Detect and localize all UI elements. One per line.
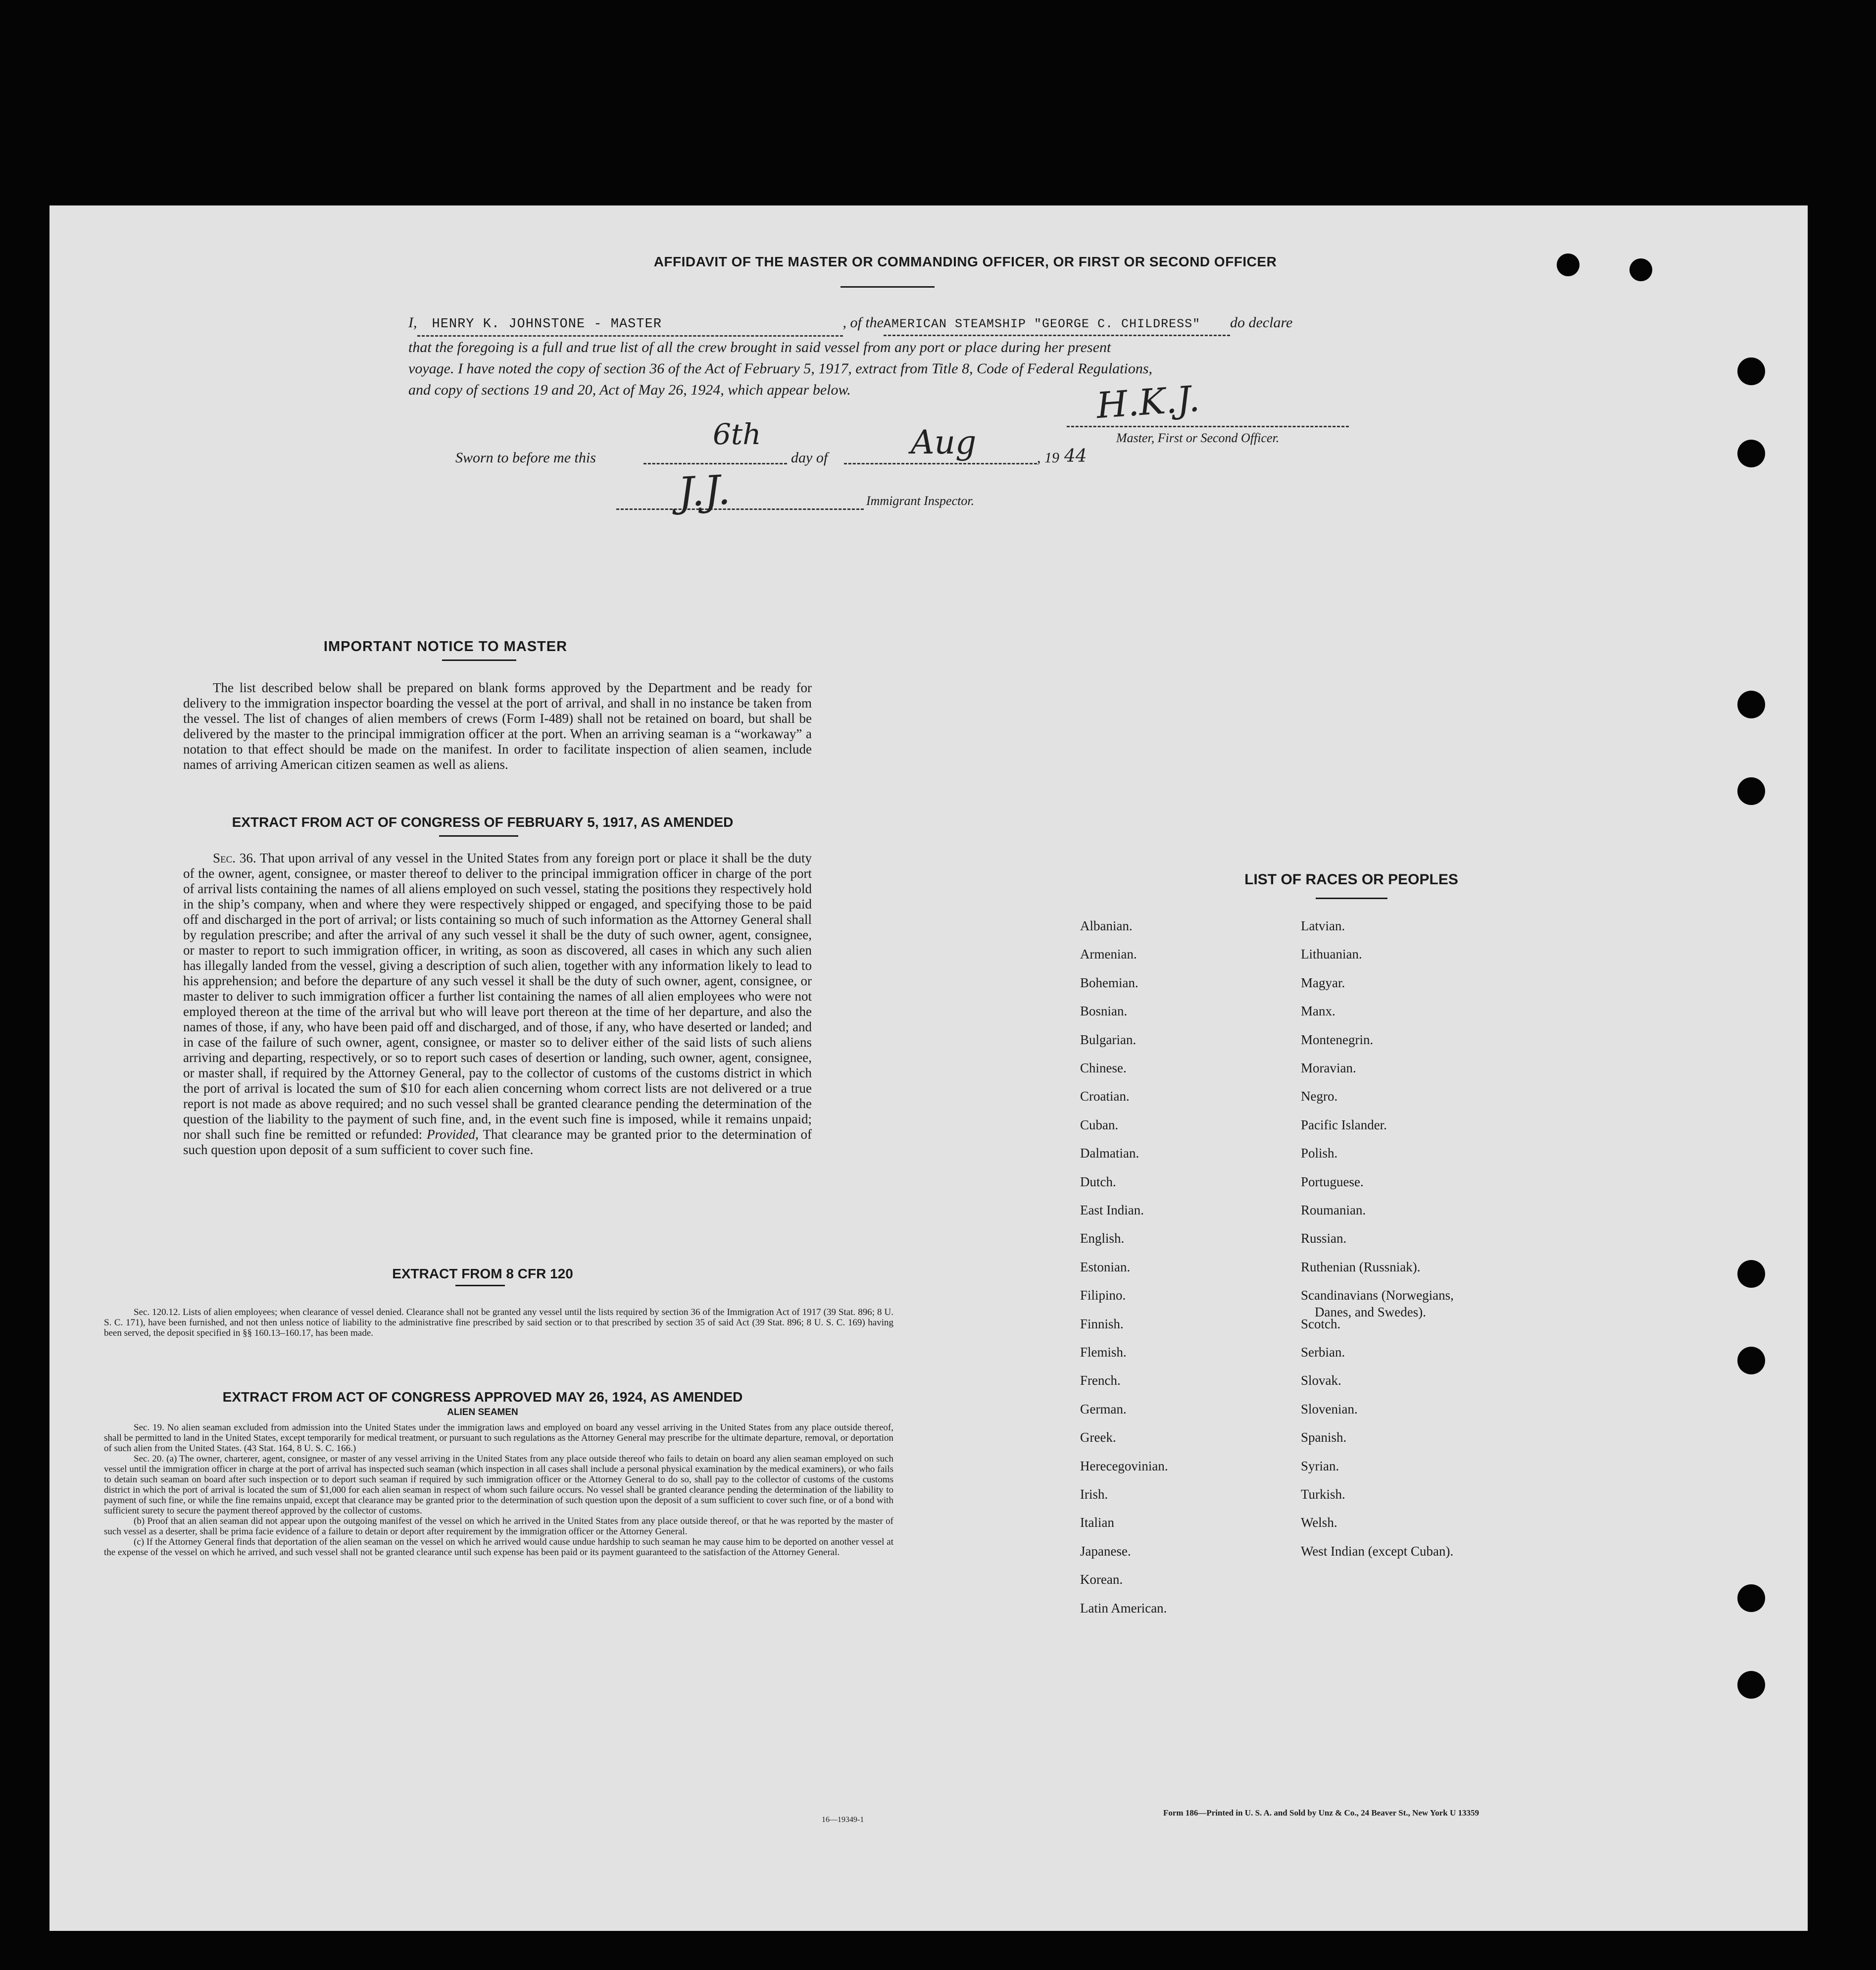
race-item: Moravian.: [1301, 1061, 1356, 1075]
master-signature: H.K.J.: [1095, 377, 1201, 427]
punch-hole: [1737, 777, 1765, 805]
sworn-year-prefix: , 19: [1037, 450, 1059, 466]
race-item: Welsh.: [1301, 1515, 1337, 1530]
master-name: HENRY K. JOHNSTONE - MASTER: [432, 317, 662, 332]
sworn-month: Aug: [911, 423, 977, 461]
title-rule: [840, 286, 935, 288]
notice-rule: [442, 659, 516, 661]
day-of-label: day of: [791, 450, 828, 466]
races-rule: [1316, 898, 1387, 899]
race-item: Scandinavians (Norwegians,: [1301, 1288, 1454, 1303]
race-item: Montenegrin.: [1301, 1032, 1374, 1047]
affidavit-statement: [408, 312, 1433, 401]
extract-1924-subtitle: ALIEN SEAMEN: [447, 1407, 518, 1417]
form-footer: Form 186—Printed in U. S. A. and Sold by Unz & Co., 24 Beaver St., New York U 13359: [1163, 1808, 1479, 1818]
race-item: Magyar.: [1301, 975, 1345, 990]
race-item: Bohemian.: [1080, 975, 1138, 990]
punch-hole: [1557, 253, 1580, 276]
race-item: Greek.: [1080, 1430, 1116, 1445]
punch-hole: [1737, 1671, 1765, 1699]
i-label: I,: [408, 314, 417, 331]
race-item: Ruthenian (Russniak).: [1301, 1259, 1421, 1274]
extract-1924-body: [104, 1422, 893, 1558]
punch-hole: [1737, 440, 1765, 467]
race-item: Dutch.: [1080, 1174, 1116, 1189]
cfr-title: EXTRACT FROM 8 CFR 120: [392, 1266, 573, 1281]
race-item: Irish.: [1080, 1487, 1108, 1502]
sec-20c-text: (c) If the Attorney General finds that deportation of the alien seaman on the vessel on which he arrived would cause undue hardship to such seaman he may cause him to be deported on another vessel at the expense of the vessel on which he arrived, and such vessel shall not be granted clearance until such expense has been paid or its payment guaranteed to the satisfaction of the Attorney General.: [104, 1537, 893, 1558]
punch-hole: [1629, 258, 1652, 281]
race-item: German.: [1080, 1401, 1127, 1416]
race-item: Filipino.: [1080, 1288, 1126, 1303]
provided-label: Provided,: [427, 1127, 479, 1142]
sworn-month-line: [844, 463, 1037, 464]
vessel-name: AMERICAN STEAMSHIP "GEORGE C. CHILDRESS": [884, 317, 1201, 331]
race-item: Latvian.: [1301, 918, 1345, 933]
race-item: East Indian.: [1080, 1203, 1144, 1217]
race-item: Italian: [1080, 1515, 1114, 1530]
race-item: West Indian (except Cuban).: [1301, 1543, 1454, 1559]
race-item: Flemish.: [1080, 1345, 1127, 1360]
extract-1917-body: [183, 851, 812, 1158]
race-item: Lithuanian.: [1301, 947, 1362, 962]
cfr-rule: [455, 1285, 505, 1286]
extract-1917-rule: [439, 835, 518, 837]
race-item: Herecegovinian.: [1080, 1458, 1168, 1473]
of-the-label: , of the: [842, 314, 884, 331]
race-item: Slovak.: [1301, 1373, 1341, 1388]
race-item: Negro.: [1301, 1089, 1338, 1104]
race-item: Croatian.: [1080, 1089, 1130, 1104]
inspector-caption: Immigrant Inspector.: [866, 494, 975, 508]
print-code: 16—19349-1: [822, 1816, 864, 1824]
race-item: Finnish.: [1080, 1316, 1124, 1331]
punch-hole: [1737, 1347, 1765, 1374]
race-item: Polish.: [1301, 1146, 1338, 1161]
inspector-signature-line: [616, 508, 864, 510]
statement-line-3: voyage. I have noted the copy of section 36 of the Act of February 5, 1917, extract from Title 8, Code of Federal Regulations,: [408, 360, 1153, 377]
race-item: Bulgarian.: [1080, 1032, 1136, 1047]
race-item: Armenian.: [1080, 947, 1137, 962]
sec-36-label: Sec. 36.: [213, 851, 256, 865]
race-item: Bosnian.: [1080, 1004, 1128, 1019]
notice-title: IMPORTANT NOTICE TO MASTER: [323, 639, 568, 655]
race-item: Cuban.: [1080, 1117, 1119, 1132]
sworn-year: 44: [1064, 446, 1087, 466]
race-item: Albanian.: [1080, 918, 1133, 933]
race-item: Chinese.: [1080, 1061, 1127, 1075]
do-declare-label: do declare: [1230, 314, 1293, 331]
race-item: English.: [1080, 1231, 1125, 1246]
race-item: Roumanian.: [1301, 1203, 1366, 1217]
punch-hole: [1737, 691, 1765, 718]
race-item: Slovenian.: [1301, 1401, 1358, 1416]
master-signature-line: [1067, 426, 1349, 427]
race-item: Turkish.: [1301, 1487, 1345, 1502]
sworn-day-line: [643, 463, 787, 464]
race-item: Pacific Islander.: [1301, 1117, 1387, 1132]
race-item: Syrian.: [1301, 1458, 1339, 1473]
races-title: LIST OF RACES OR PEOPLES: [1244, 871, 1458, 888]
sec-20b-text: (b) Proof that an alien seaman did not appear upon the outgoing manifest of the vessel on which he arrived in the United States from any place outside thereof, or that he was reported by the master of such vessel as a deserter, shall be prima facie evidence of a failure to detain or deport after requirement by the immigration officer or the Attorney General.: [104, 1516, 893, 1537]
race-item: Portuguese.: [1301, 1174, 1364, 1189]
master-caption: Master, First or Second Officer.: [1116, 431, 1280, 445]
sec-20a-text: Sec. 20. (a) The owner, charterer, agent, consignee, or master of any vessel arriving in the United States from any place outside thereof who fails to detain on board any alien seaman employed on such vessel until the immigration officer in charge at the port of arrival has inspected such seaman (which inspection in all cases shall include a personal physical examination by the medical examiners), or who fails to detain such seaman on board after such inspection or to deport such seaman if required by such immigration officer or the Attorney General to do so, shall pay to the collector of customs of the customs district in which the port of arrival is located the sum of $1,000 for each alien seaman in respect of whom such failure occurs. No vessel shall be granted clearance pending the determination of the liability to payment of such fine, or while the fine remains unpaid, except that clearance may be granted prior to the determination of such question upon the deposit of a sum sufficient to cover such fine, or of a bond with sufficient surety to secure the payment thereof approved by the collector of customs.: [104, 1454, 893, 1516]
affidavit-title: AFFIDAVIT OF THE MASTER OR COMMANDING OFFICER, OR FIRST OR SECOND OFFICER: [653, 254, 1277, 269]
sworn-day: 6th: [713, 417, 761, 451]
race-item: Dalmatian.: [1080, 1146, 1139, 1161]
race-item: Japanese.: [1080, 1543, 1131, 1559]
race-item: Estonian.: [1080, 1259, 1131, 1274]
inspector-signature: J.J.: [677, 466, 732, 516]
cfr-body: Sec. 120.12. Lists of alien employees; when clearance of vessel denied. Clearance shall not be granted any vessel until the lists required by section 36 of the Immigration Act of 1917 (39 Stat. 896; 8 U. S. C. 171), have been furnished, and not then unless notice of liability to the administrative fine prescribed by said section or to that prescribed by section 35 of said Act (39 Stat. 896; 8 U. S. C. 169) having been served, the deposit specified in §§ 160.13–160.17, has been made.: [104, 1307, 893, 1338]
race-item: Korean.: [1080, 1572, 1123, 1587]
sec-36-text: That upon arrival of any vessel in the United States from any foreign port or place it shall be the duty of the owner, agent, consignee, or master thereof to deliver to the principal immigration officer in charge of the port of arrival lists containing the names of all aliens employed on such vessel, stating the positions they respectively hold in the ship’s company, when and where they were respectively shipped or engaged, and specifying those to be paid off and discharged in the port of arrival; or lists containing so much of such information as the Attorney General shall by regulation prescribe; and after the arrival of any such vessel it shall be the duty of such owner, agent, consignee, or master to report to such immigration officer, in writing, as soon as discovered, all cases in which any such alien has illegally landed from the vessel, giving a description of such alien, together with any information likely to lead to his apprehension; and before the departure of any such vessel it shall be the duty of such owner, agent, consignee, or master to deliver to such immigration officer a further list containing the names of all alien employees who were not employed thereon at the time of the arrival but who will leave port thereon at the time of her departure, and also the names of those, if any, who have been paid off and discharged, and of those, if any, who have deserted or landed; and in case of the failure of such owner, agent, consignee, or master so to deliver either of the said lists of such aliens arriving and departing, respectively, or so to report such cases of desertion or landing, such owner, agent, consignee, or master shall, if required by the Attorney General, pay to the collector of customs of the customs district in which the port of arrival is located the sum of $10 for each alien concerning whom correct lists are not delivered or a true report is not made as above required; and no such vessel shall be granted clearance pending the determination of the question of the liability to the payment of such fine, and, in the event such fine is imposed, while it remains unpaid; nor shall such fine be remitted or refunded:: [183, 851, 812, 1142]
notice-body: The list described below shall be prepared on blank forms approved by the Department and be ready for delivery to the immigration inspector boarding the vessel at the port of arrival, and shall in no instance be taken from the vessel. The list of changes of alien members of crews (Form I-489) shall not be retained on board, but shall be delivered by the master to the principal immigration officer at the port. When an arriving seaman is a “workaway” a notation to that effect should be made on the manifest. In order to facilitate inspection of alien seamen, include names of arriving American citizen seamen as well as aliens.: [183, 680, 812, 772]
race-item: Russian.: [1301, 1231, 1347, 1246]
punch-hole: [1737, 1260, 1765, 1288]
extract-1917-title: EXTRACT FROM ACT OF CONGRESS OF FEBRUARY 5, 1917, AS AMENDED: [232, 814, 734, 830]
race-item: Serbian.: [1301, 1345, 1345, 1360]
race-item: Latin American.: [1080, 1600, 1167, 1616]
race-item: Scotch.: [1301, 1316, 1341, 1331]
punch-hole: [1737, 1584, 1765, 1612]
race-item: Danes, and Swedes).: [1315, 1305, 1426, 1320]
race-item: French.: [1080, 1373, 1121, 1388]
statement-line-2: that the foregoing is a full and true list of all the crew brought in said vessel from any port or place during her present: [408, 339, 1111, 355]
document-page: [49, 205, 1808, 1931]
race-item: Manx.: [1301, 1004, 1335, 1019]
sec-19-text: Sec. 19. No alien seaman excluded from admission into the United States under the immigration laws and employed on board any vessel arriving in the United States from any place outside thereof, shall be permitted to land in the United States, except temporarily for medical treatment, or pursuant to such regulations as the Attorney General may prescribe for the ultimate departure, removal, or deportation of such alien from the United States. (43 Stat. 164, 8 U. S. C. 166.): [104, 1422, 893, 1454]
statement-line-4: and copy of sections 19 and 20, Act of May 26, 1924, which appear below.: [408, 382, 851, 398]
sworn-label: Sworn to before me this: [455, 450, 596, 466]
extract-1924-title: EXTRACT FROM ACT OF CONGRESS APPROVED MAY 26, 1924, AS AMENDED: [222, 1389, 743, 1405]
punch-hole: [1737, 357, 1765, 385]
sec-36-tail: That clearance may be granted prior to the determination of such question upon deposit of a sum sufficient to cover such fine.: [183, 1127, 812, 1157]
race-item: Spanish.: [1301, 1430, 1347, 1445]
